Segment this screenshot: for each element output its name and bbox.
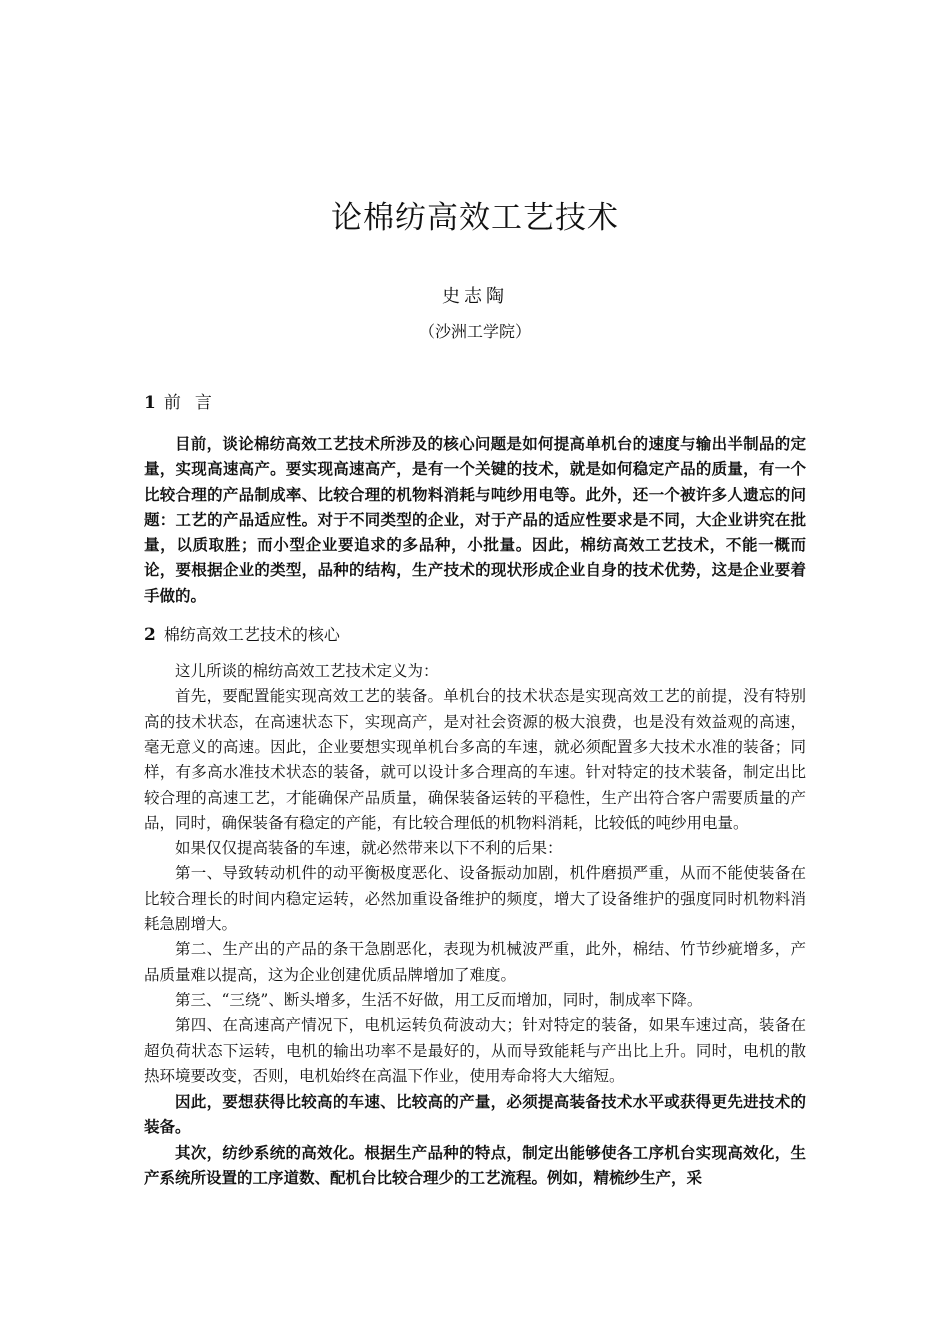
section-number: 2: [144, 625, 156, 646]
paragraph: 第三、“三绕”、断头增多，生活不好做，用工反而增加，同时，制成率下降。: [175, 990, 703, 1009]
paragraph: 因此，要想获得比较高的车速、比较高的产量，必须提高装备技术水平或获得更先进技术的装备。: [144, 1092, 806, 1137]
author-name: 史志陶: [442, 286, 508, 307]
paragraph: 如果仅仅提高装备的车速，就必然带来以下不利的后果：: [175, 839, 563, 858]
paragraph: 这儿所谈的棉纺高效工艺技术定义为：: [175, 662, 439, 681]
paragraph: 第一、导致转动机件的动平衡极度恶化、设备振动加剧，机件磨损严重，从而不能使装备在比较合理长的时间内稳定运转，必然加重设备维护的频度，增大了设备维护的强度同时机物料消耗急剧增大。: [144, 864, 806, 934]
section-number: 1: [144, 393, 156, 413]
paragraph: 首先，要配置能实现高效工艺的装备。单机台的技术状态是实现高效工艺的前提，没有特别高的技术状态，在高速状态下，实现高产，是对社会资源的极大浪费，也是没有效益观的高速，毫无意义的高速。因此，企业要想实现单机台多高的车速，就必须配置多大技术水准的装备；同样，有多高水准技术状态的装备，就可以设计多合理高的车速。针对特定的技术装备，制定出比较合理的高速工艺，才能确保产品质量，确保装备运转的平稳性，生产出符合客户需要质量的产品，同时，确保装备有稳定的产能，有比较合理低的机物料消耗，比较低的吨纱用电量。: [144, 687, 806, 832]
section-heading-2: [144, 621, 806, 649]
paragraph: 第二、生产出的产品的条干急剧恶化，表现为机械波严重，此外，棉结、竹节纱疵增多，产品质量难以提高，这为企业创建优质品牌增加了难度。: [144, 940, 806, 984]
author-affiliation: （沙洲工学院）: [418, 322, 531, 341]
section-heading-1: [144, 389, 806, 417]
paragraph: 第四、在高速高产情况下，电机运转负荷波动大；针对特定的装备，如果车速过高，装备在超负荷状态下运转，电机的输出功率不是最好的，从而导致能耗与产出比上升。同时，电机的散热环境要改变，否则，电机始终在高温下作业，使用寿命将大大缩短。: [144, 1016, 806, 1085]
document-title: 论棉纺高效工艺技术: [331, 200, 619, 236]
paragraph: 目前，谈论棉纺高效工艺技术所涉及的核心问题是如何提高单机台的速度与输出半制品的定量，实现高速高产。要实现高速高产，是有一个关键的技术，就是如何稳定产品的质量，有一个比较合理的产品制成率、比较合理的机物料消耗与吨纱用电等。此外，还一个被许多人遗忘的问题：工艺的产品适应性。对于不同类型的企业，对于产品的适应性要求是不同，大企业讲究在批量，以质取胜；而小型企业要追求的多品种，小批量。因此，棉纺高效工艺技术，不能一概而论，要根据企业的类型，品种的结构，生产技术的现状形成企业自身的技术优势，这是企业要着手做的。: [144, 434, 806, 605]
section-title: 棉纺高效工艺技术的核心: [163, 625, 340, 645]
section-title: 前言: [163, 393, 226, 413]
paragraph: 其次，纺纱系统的高效化。根据生产品种的特点，制定出能够使各工序机台实现高效化，生产系统所设置的工序道数、配机台比较合理少的工艺流程。例如，精梳纱生产，采: [144, 1142, 806, 1188]
document-body: [144, 389, 806, 1190]
